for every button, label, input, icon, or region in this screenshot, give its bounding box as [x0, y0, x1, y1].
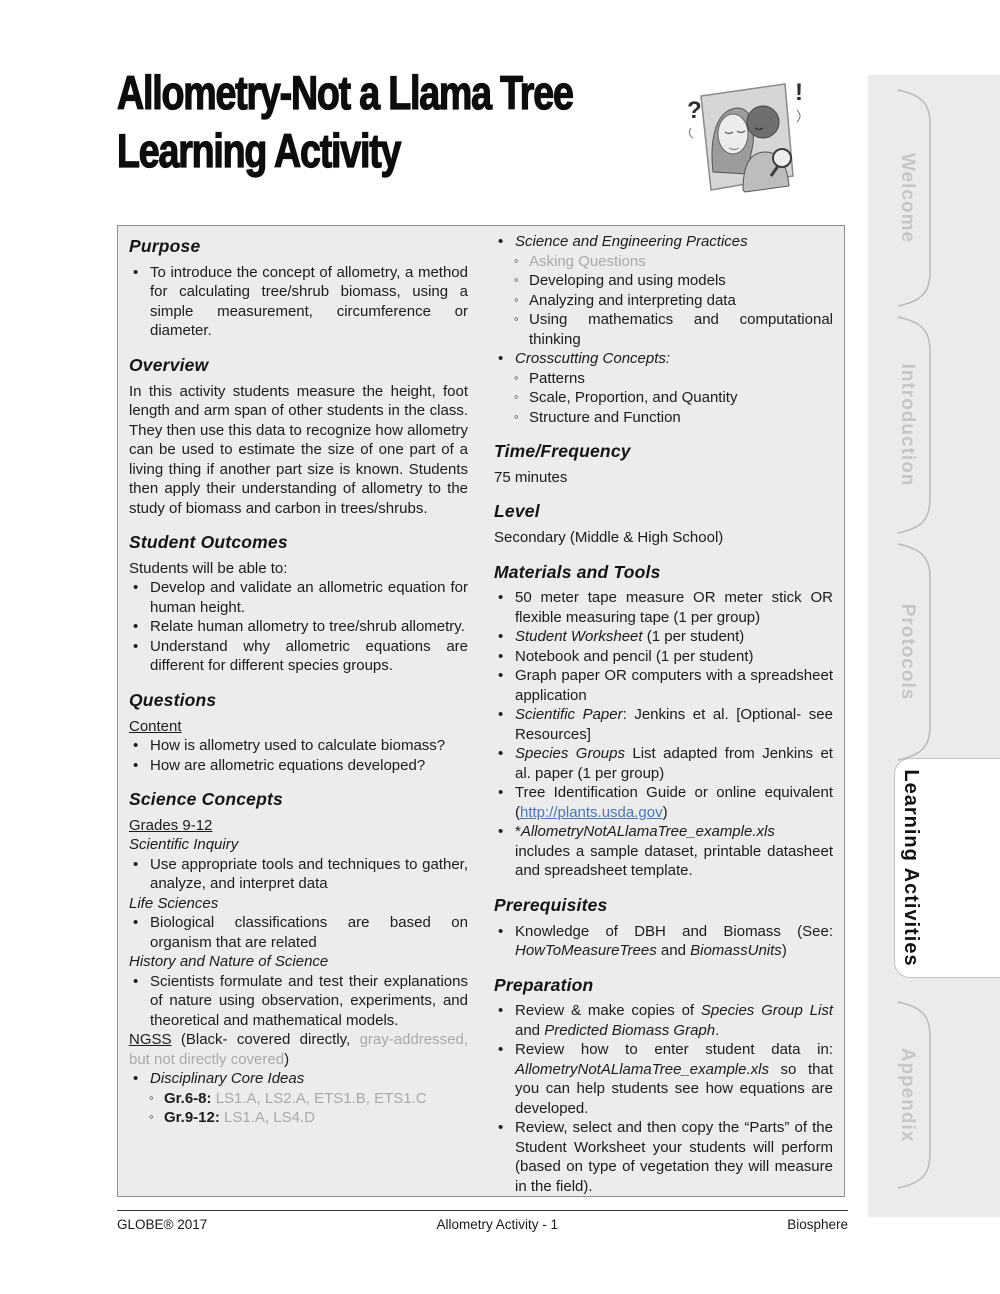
text-run: How are allometric equations developed? — [150, 756, 426, 774]
exclamation-mark: ! — [795, 79, 803, 106]
text-run: Science and Engineering Practices — [515, 233, 748, 250]
text-run: Biological classifications are based on organism that are related — [150, 914, 468, 951]
text-line — [129, 816, 468, 836]
paragraph — [129, 382, 468, 519]
bullet-text — [529, 369, 833, 389]
text-run: : Jenkins et al. [Optional- see Resources] — [515, 706, 833, 743]
text-run: In this activity students measure the height, foot length and arm span of other students in the class. They then use this data to recognize how allometry can be used to estimate the size of one part of a living thing if another part size is known. Students then apply their understanding of allometry to the study of biomass and carbon in trees/shrubs. — [129, 382, 468, 517]
section-heading: Questions — [129, 689, 217, 710]
bullet-item — [129, 855, 468, 894]
text-run: Gr.9-12: — [164, 1109, 225, 1127]
text-run: Notebook and pencil (1 per student) — [515, 647, 754, 665]
section-heading: Preparation — [494, 974, 594, 995]
bullet-icon: • — [133, 618, 139, 636]
text-run: Use appropriate tools and techniques to gather, analyze, and interpret data — [150, 855, 468, 893]
bullet-item — [129, 637, 468, 676]
tab-label: Introduction — [897, 363, 918, 487]
text-run: List adapted from Jenkins et al. paper (1 per group) — [515, 745, 833, 782]
text-run: Tree Identification Guide or online equivalent ( — [515, 784, 833, 821]
text-run: and — [515, 1021, 545, 1039]
bullet-text — [150, 913, 468, 952]
left-column — [129, 232, 468, 1190]
text-run: Gr.6-8: — [164, 1089, 216, 1107]
text-run: Structure and Function — [529, 408, 681, 426]
text-run: (1 per student) — [642, 628, 745, 646]
footer — [117, 1217, 848, 1232]
bullet-item — [494, 1040, 833, 1118]
page-title — [117, 64, 573, 180]
bullet-icon: • — [498, 1002, 504, 1020]
text-run: Species Group List — [700, 1002, 833, 1020]
bullet-icon: ◦ — [514, 291, 519, 307]
text-run: (Black- covered directly, — [171, 1031, 360, 1049]
tab-protocols — [868, 542, 1000, 762]
bullet-text — [529, 291, 833, 311]
bullet-icon: ◦ — [149, 1089, 154, 1105]
bullet-icon: • — [133, 737, 139, 754]
bullet-text — [150, 855, 468, 894]
text-run: Developing and using models — [529, 272, 726, 289]
text-run: Review how to enter student data in: — [515, 1041, 833, 1059]
text-run: Review, select and then copy the “Parts” of the Student Worksheet your students will perform (based on type of vegetation they will measure in the field). — [515, 1119, 833, 1195]
question-mark: ? — [687, 97, 702, 124]
bullet-icon: • — [498, 589, 504, 607]
text-run: so that you can help students see how equations are developed. — [515, 1060, 833, 1117]
sidebar-tabs — [868, 75, 1000, 1217]
bullet-text — [150, 972, 468, 1031]
text-run: BiomassUnits — [690, 942, 782, 959]
bullet-icon: • — [133, 972, 139, 990]
text-run: includes a sample dataset, printable datasheet and spreadsheet template. — [515, 842, 833, 880]
bullet-item — [494, 588, 833, 627]
paragraph — [494, 528, 833, 548]
tab-learning-activities — [868, 758, 1000, 978]
bullet-text — [164, 1108, 468, 1128]
bullet-icon: • — [498, 350, 504, 367]
bullet-text — [515, 627, 833, 647]
text-run: Predicted Biomass Graph — [544, 1021, 716, 1039]
bullet-icon: • — [498, 647, 504, 665]
section-heading: Purpose — [129, 236, 201, 256]
text-run: To introduce the concept of allometry, a method for calculating tree/shrub biomass, using a simple measurement, circumference or diameter. — [150, 263, 468, 340]
bullet-text — [515, 783, 833, 822]
bullet-item — [129, 913, 468, 952]
bullet-icon: • — [133, 1070, 139, 1088]
bullet-text — [150, 1069, 468, 1089]
page-title-line1: Allometry-Not a Llama Tree — [117, 66, 573, 119]
bullet-item — [494, 627, 833, 647]
footer-section: Biosphere — [787, 1217, 848, 1232]
bullet-item — [129, 756, 468, 776]
text-run: Relate human allometry to tree/shrub allometry. — [150, 618, 465, 636]
bullet-text — [515, 922, 833, 961]
bullet-item — [494, 1118, 833, 1196]
text-run: Scientists formulate and test their explanations of nature using observation, experiments, and theoretical and mathematical models. — [150, 972, 468, 1029]
bullet-text — [515, 744, 833, 783]
bullet-item — [494, 647, 833, 667]
bullet-icon: ◦ — [514, 252, 519, 268]
footer-rule — [117, 1210, 848, 1211]
bullet-icon: ◦ — [514, 311, 519, 326]
bullet-icon: • — [133, 756, 139, 774]
bullet-item — [494, 922, 833, 961]
text-run: Analyzing and interpreting data — [529, 291, 736, 309]
text-run: Species Groups — [515, 745, 625, 763]
bullet-text — [150, 617, 468, 637]
bullet-item — [494, 666, 833, 705]
text-line — [129, 952, 468, 972]
text-run: ) — [284, 1050, 290, 1068]
section-heading: Prerequisites — [494, 894, 608, 915]
text-run: History and Nature of Science — [129, 953, 329, 971]
bullet-icon: • — [133, 263, 139, 281]
text-run: 75 minutes — [494, 468, 568, 486]
sub-bullet-item — [129, 1089, 468, 1109]
bullet-icon: ◦ — [514, 272, 519, 287]
bullet-item — [129, 972, 468, 1031]
bullet-text — [529, 408, 833, 428]
text-run: AllometryNotALlamaTree_example.xls — [520, 823, 775, 841]
bullet-icon: • — [498, 922, 504, 940]
tab-introduction — [868, 315, 1000, 535]
section-heading: Science Concepts — [129, 789, 283, 809]
text-run: LS1.A, LS4.D — [224, 1109, 315, 1127]
bullet-text — [515, 1118, 833, 1196]
text-run: AllometryNotALlamaTree_example.xls — [515, 1060, 769, 1078]
text-run: Review & make copies of — [515, 1002, 701, 1020]
tab-label: Learning Activities — [900, 769, 922, 967]
bullet-icon: • — [498, 628, 504, 646]
sub-bullet-item — [494, 252, 833, 272]
bullet-icon: ◦ — [149, 1109, 154, 1125]
text-run: and — [656, 942, 691, 959]
bullet-icon: ◦ — [514, 408, 519, 424]
text-run: Content — [129, 717, 182, 735]
sub-bullet-item — [494, 388, 833, 408]
bullet-icon: • — [498, 823, 504, 841]
bullet-text — [515, 588, 833, 627]
content-box — [117, 225, 845, 1197]
tab-welcome — [868, 88, 1000, 308]
right-column — [494, 232, 833, 1195]
bullet-text — [164, 1089, 468, 1109]
text-run: Grades 9-12 — [129, 816, 213, 834]
footer-page-label: Allometry Activity - 1 — [436, 1217, 558, 1232]
section-heading: Level — [494, 501, 540, 522]
text-run: Understand why allometric equations are different for different species groups. — [150, 637, 468, 675]
text-run: Scientific Paper — [515, 706, 623, 724]
bullet-icon: • — [498, 667, 504, 685]
bullet-item — [494, 349, 833, 369]
section-heading: Time/Frequency — [494, 441, 631, 461]
sub-bullet-item — [494, 369, 833, 389]
text-run: ) — [781, 942, 787, 959]
tab-outline — [868, 1000, 1000, 1190]
bullet-text — [529, 271, 833, 291]
bullet-text — [529, 388, 833, 408]
bullet-text — [150, 736, 468, 756]
sub-bullet-item — [494, 310, 833, 349]
bullet-icon: • — [498, 745, 504, 763]
tab-label: Protocols — [897, 603, 918, 701]
bullet-text — [515, 647, 833, 667]
bullet-item — [129, 263, 468, 341]
bullet-text — [515, 232, 833, 252]
text-line — [129, 835, 468, 855]
text-run: How is allometry used to calculate biomass? — [150, 737, 446, 754]
students-illustration — [685, 76, 807, 206]
tab-label: Welcome — [897, 152, 918, 244]
bullet-icon: ◦ — [514, 389, 519, 404]
bullet-item — [129, 1069, 468, 1089]
bullet-text — [150, 578, 468, 617]
bullet-text — [515, 1040, 833, 1118]
text-run: Students will be able to: — [129, 559, 288, 577]
bullet-text — [150, 756, 468, 776]
text-run: Scale, Proportion, and Quantity — [529, 389, 738, 406]
bullet-item — [129, 617, 468, 637]
bullet-icon: • — [498, 1119, 504, 1137]
plants-usda-link[interactable]: http://plants.usda.gov — [520, 803, 663, 821]
bullet-item — [494, 705, 833, 744]
tab-outline — [868, 542, 1000, 762]
text-run: Student Worksheet — [515, 628, 643, 646]
bullet-icon: • — [498, 233, 504, 250]
sub-bullet-item — [494, 408, 833, 428]
bullet-item — [129, 578, 468, 617]
tab-label: Appendix — [897, 1047, 918, 1143]
sub-bullet-item — [494, 291, 833, 311]
bullet-icon: • — [133, 637, 139, 655]
section-heading: Materials and Tools — [494, 561, 661, 582]
text-run: LS1.A, LS2.A, ETS1.B, ETS1.C — [215, 1089, 427, 1107]
text-line — [129, 717, 468, 737]
text-run: gray-addressed, but not directly covered — [129, 1031, 468, 1068]
bullet-icon: • — [498, 784, 504, 802]
text-run: Asking Questions — [529, 252, 646, 270]
bullet-text — [529, 310, 833, 349]
tab-outline — [868, 315, 1000, 535]
bullet-item — [494, 822, 833, 881]
text-run: Develop and validate an allometric equation for human height. — [150, 579, 468, 616]
bullet-item — [494, 232, 833, 252]
text-run: . — [715, 1021, 720, 1039]
text-run: NGSS — [129, 1031, 172, 1049]
paragraph — [129, 1030, 468, 1069]
page-title-line2: Learning Activity — [117, 124, 401, 177]
text-run: Life Sciences — [129, 894, 219, 912]
sub-bullet-item — [129, 1108, 468, 1128]
bullet-text — [150, 263, 468, 341]
text-run: HowToMeasureTrees — [515, 942, 657, 959]
bullet-icon: • — [498, 706, 504, 724]
tab-outline — [868, 88, 1000, 308]
text-run: Patterns — [529, 369, 585, 387]
text-run: Scientific Inquiry — [129, 836, 239, 854]
text-run: Disciplinary Core Ideas — [150, 1070, 305, 1088]
sub-bullet-item — [494, 271, 833, 291]
bullet-icon: • — [133, 579, 139, 597]
text-run: ) — [662, 803, 668, 821]
text-run: 50 meter tape measure OR meter stick OR flexible measuring tape (1 per group) — [515, 589, 833, 626]
section-heading: Overview — [129, 354, 209, 375]
bullet-text — [150, 637, 468, 676]
bullet-text — [515, 822, 833, 881]
bullet-item — [494, 1001, 833, 1040]
bullet-text — [515, 666, 833, 705]
bullet-icon: • — [133, 914, 139, 932]
footer-publisher: GLOBE® 2017 — [117, 1217, 208, 1232]
bullet-icon: • — [133, 855, 139, 873]
text-run: Knowledge of DBH and Biomass (See: — [515, 922, 833, 940]
paragraph — [494, 468, 833, 488]
bullet-item — [494, 744, 833, 783]
bullet-item — [494, 783, 833, 822]
section-heading: Student Outcomes — [129, 532, 288, 552]
tab-appendix — [868, 1000, 1000, 1190]
bullet-text — [529, 252, 833, 272]
bullet-text — [515, 349, 833, 369]
text-run: Secondary (Middle & High School) — [494, 529, 724, 546]
bullet-icon: ◦ — [514, 369, 519, 385]
bullet-item — [129, 736, 468, 756]
bullet-icon: • — [498, 1041, 504, 1059]
text-run: Crosscutting Concepts: — [515, 350, 671, 367]
bullet-text — [515, 705, 833, 744]
text-run: Graph paper OR computers with a spreadsheet application — [515, 667, 833, 704]
bullet-text — [515, 1001, 833, 1040]
text-run: Using mathematics and computational thinking — [529, 311, 833, 348]
text-run: * — [515, 823, 521, 841]
text-line — [129, 894, 468, 914]
text-line — [129, 559, 468, 579]
